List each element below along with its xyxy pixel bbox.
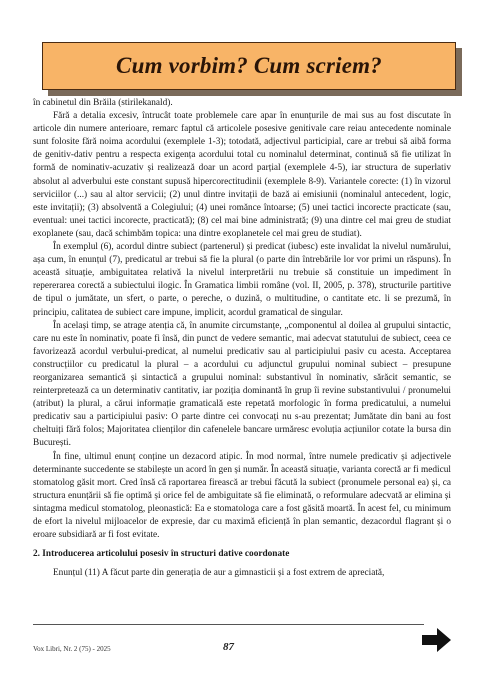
- section-banner: [42, 42, 456, 90]
- page-number: 87: [223, 641, 234, 653]
- paragraph: În exemplul (6), acordul dintre subiect (partenerul) și predicat (iubesc) este invalidat la nivelul numărului, așa cum, în enunțul (7), predicatul ar trebui să fie la plural (o parte din întrebările lor vor primi un răspuns). În această situație, ambiguitatea relativă la nivelul interpretării nu trebuie să constituie un impediment în repererarea corectă a subiectului ilogic. În Gramatica limbii române (vol. II, 2005, p. 378), structurile partitive de tipul o jumătate, un sfert, o parte, o pereche, o duzină, o multitudine, o cantitate etc. li se prezumă, în principiu, calitatea de subiect care impune, implicit, acordul gramatical de singular.: [33, 242, 451, 318]
- section-heading: 2. Introducerea articolului posesiv în structuri dative coordonate: [33, 549, 290, 560]
- paragraph: Enunțul (11) A făcut parte din generația de aur a gimnasticii și a fost extrem de apreciată,: [53, 568, 385, 579]
- article-body: [33, 97, 451, 580]
- paragraph: În fine, ultimul enunț conține un dezacord atipic. În mod normal, între numele predicativ și adjectivele determinante succedente se stabilește un acord în gen și număr. În această situație, varianta corectă ar fi medicul stomatolog găsit mort. Cred însă că raportarea firească ar trebui făcută la subiect (pronumele personal ea) și, ca structura enunțării să fie optimă și orice fel de ambiguitate să fie eliminată, o reformulare adecvată ar elimina și sintagma medicul stomatolog, pleonastică: Ea e stomatologa care a fost găsită moartă. În acest fel, cu minimum de efort la nivelul mijloacelor de expresie, dar cu maximă eficiență în plan semantic, dezacordul flagrant și o eroare subsidiară ar fi fost evitate.: [33, 451, 451, 541]
- page-title: Cum vorbim? Cum scriem?: [116, 53, 382, 78]
- journal-info: Vox Libri, Nr. 2 (75) - 2025: [33, 645, 111, 653]
- footer-divider: [33, 624, 424, 625]
- page-footer: [33, 624, 450, 664]
- paragraph: în cabinetul din Brăila (stirilekanald).: [33, 98, 173, 108]
- paragraph: În același timp, se atrage atenția că, în anumite circumstanțe, „componentul al doilea al grupului sintactic, care nu este în nominativ, poate fi însă, din punct de vedere semantic, mai adecvat statutului de subiect, ceea ce favorizează acordul verbului-predicat, al numelui predicativ sau al participiului pasiv cu acesta. Acceptarea construcțiilor cu predicatul la plural – a acordului cu adjunctul grupului nominal subiect – presupune reorganizarea semantică și sintactică a grupului nominal: substantivul în nominativ, sărăcit semantic, se reinterpretează ca un determinativ cantitativ, iar poziția dominantă în grup îi revine substantivului / pronumelui (atribut) la plural, a cărui informație gramaticală este repetată morfologic în forma predicatului, a numelui predicativ sau a participiului pasiv: O parte dintre cei convocați nu s-au prezentat; Jumătate din bani au fost cheltuiți fără folos; Majoritatea clienților din cafenelele bancare urmăresc evoluția acțiunilor cotate la bursa din București.: [33, 320, 451, 449]
- right-arrow-icon[interactable]: [420, 626, 452, 654]
- paragraph: Fără a detalia excesiv, întrucât toate problemele care apar în enunțurile de mai sus au fost discutate în articole din numere anterioare, remarc faptul că articolele posesive genitivale care reiau antecedente nominale sunt folosite fără noima acordului (exemplele 1-3); totodată, adjectivul participial, care ar trebui să aibă forma de genitiv-dativ pentru a respecta exigența acordului total cu nominalul determinat, continuă să fie utilizat în formă de nominativ-acuzativ și realizează doar un acord parțial (exemplele 4-5), iar structura de superlativ absolut al adverbului este constant supusă hipercorectitudinii (exemplele 8-9). Variantele corecte: (1) în vizorul serviciilor (...) sau al altor servicii; (2) unul dintre invitații de bază ai emisiunii (nominalul antecedent, logic, este invitații); (3) absolventă a Colegiului; (4) unei romănce întoarse; (5) unei tactici incorecte practicate (sau, eventual: unei tactici incorecte, practicată); (8) cel mai bine administrată; (9) una dintre cel mai greu de studiat exoplanete (sau, dacă schimbăm topica: una dintre exoplanetele cel mai greu de studiat).: [33, 111, 451, 239]
